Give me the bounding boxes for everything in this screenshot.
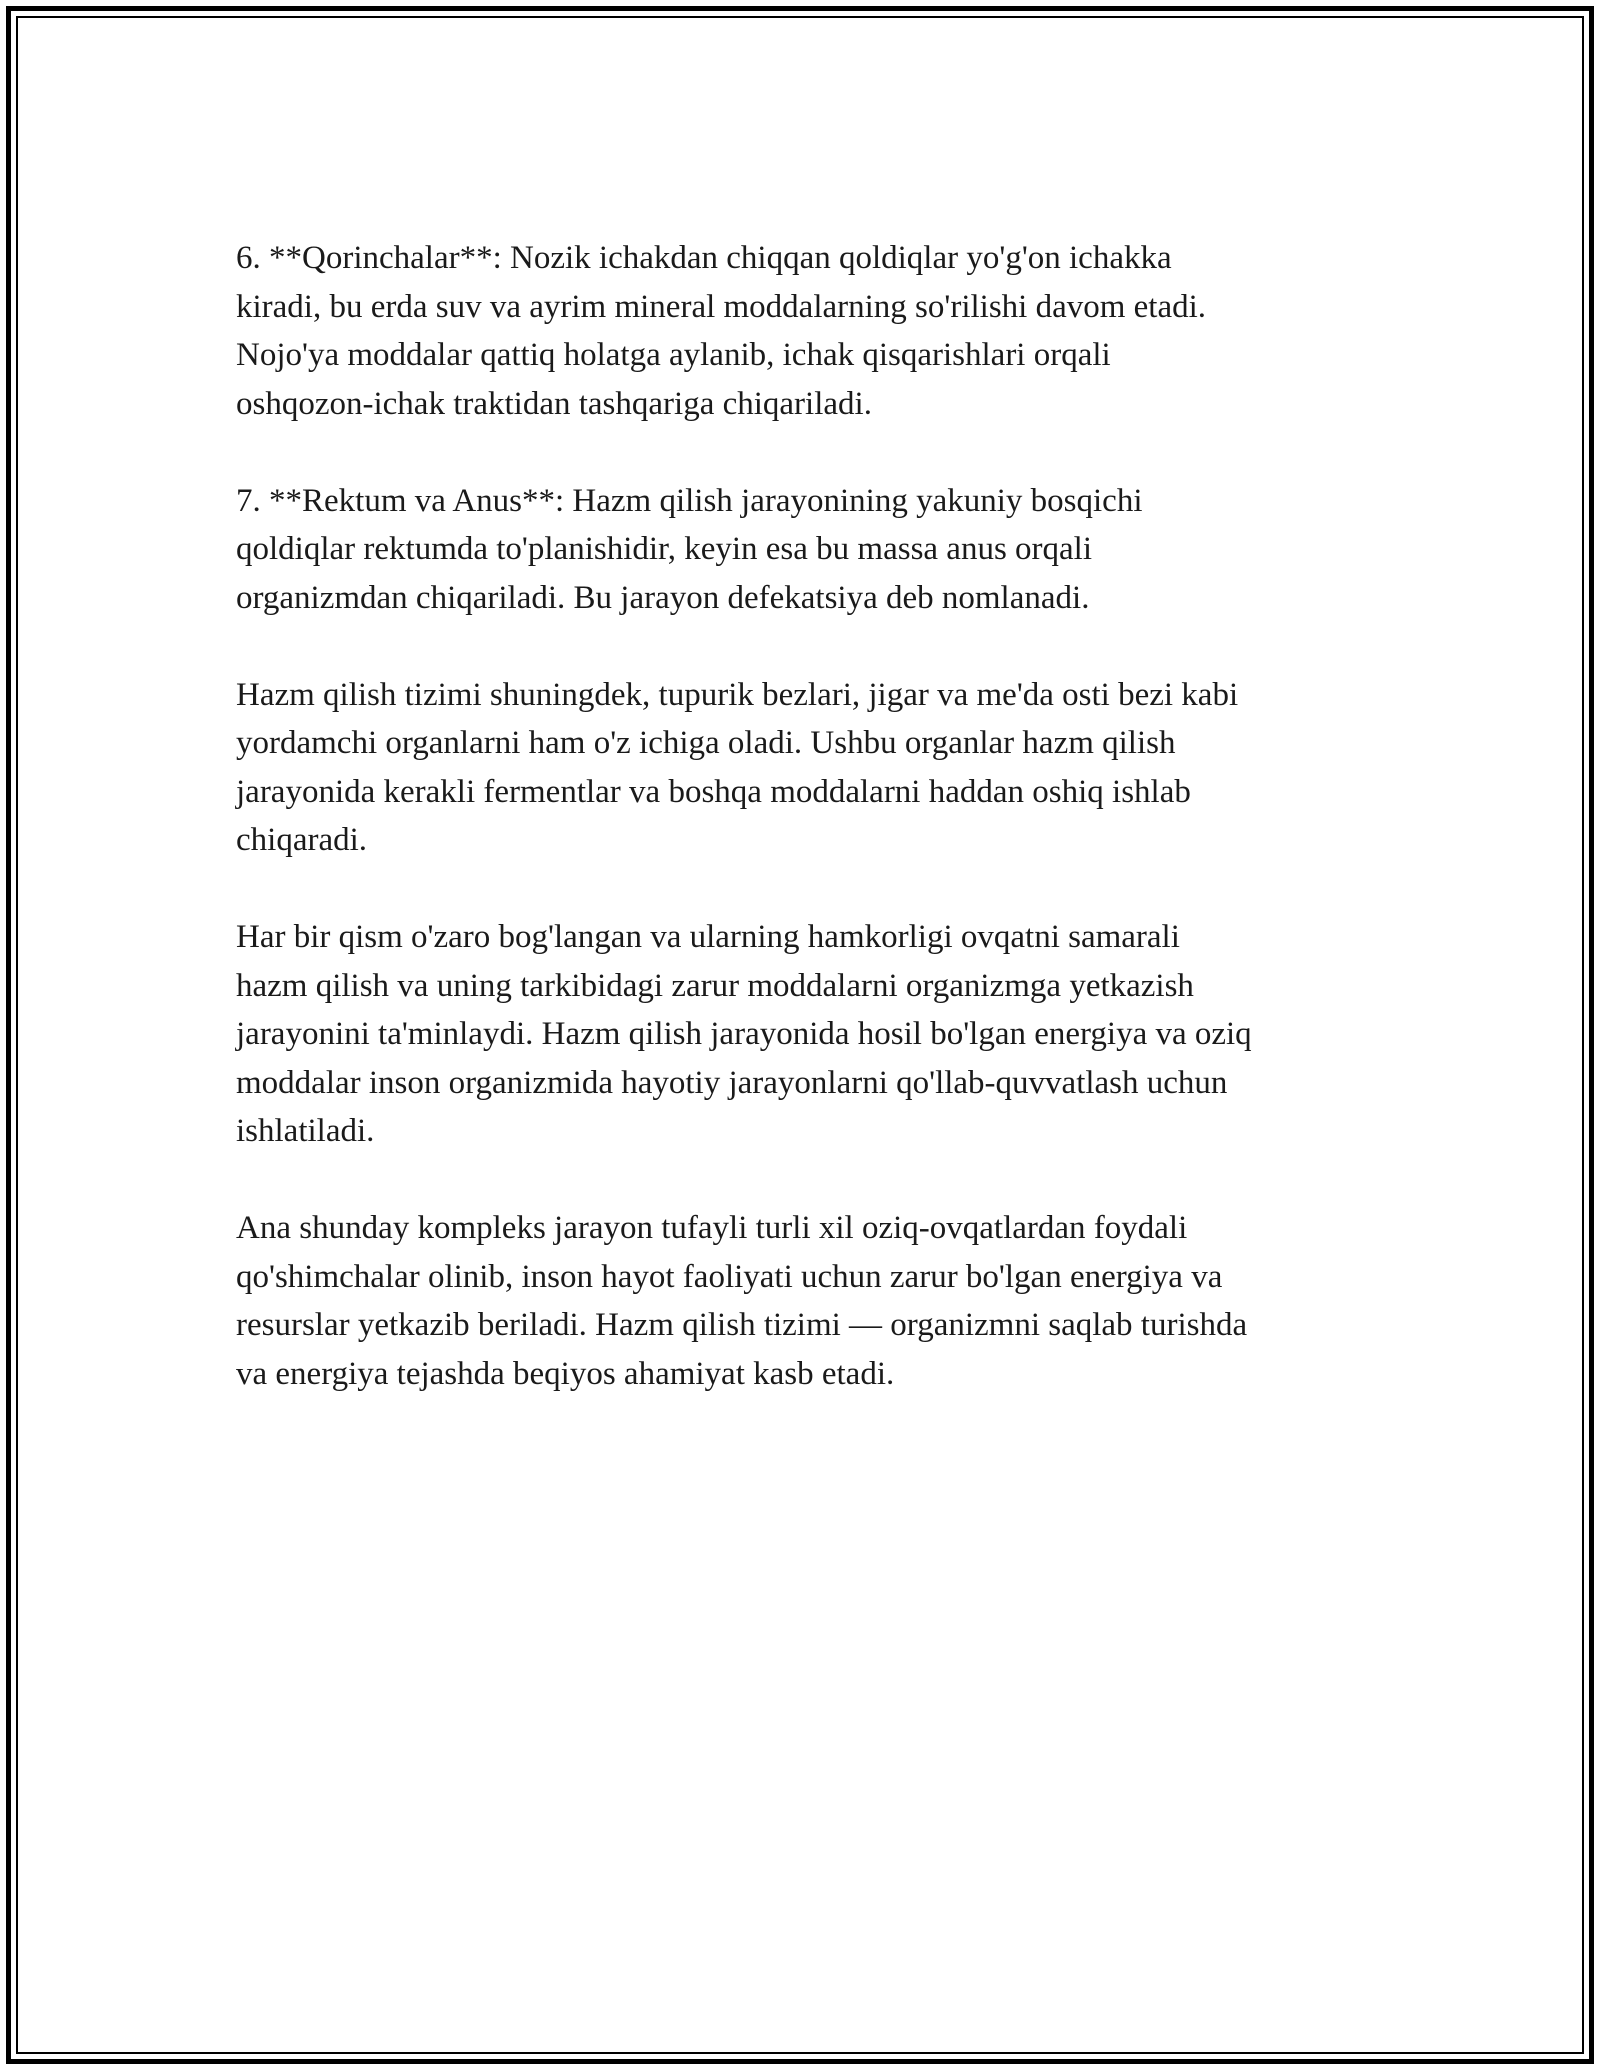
text-line: chiqaradi. xyxy=(236,822,368,858)
text-line: 6. **Qorinchalar**: Nozik ichakdan chiqqan qoldiqlar yo'g'on ichakka xyxy=(236,240,1172,276)
text-line: hazm qilish va uning tarkibidagi zarur moddalarni organizmga yetkazish xyxy=(236,967,1194,1004)
text-line: Hazm qilish tizimi shuningdek, tupurik bezlari, jigar va me'da osti bezi kabi xyxy=(236,676,1239,713)
text-line: jarayonini ta'minlaydi. Hazm qilish jarayonida hosil bo'lgan energiya va oziq xyxy=(236,1016,1252,1052)
text-line: organizmdan chiqariladi. Bu jarayon defekatsiya deb nomlanadi. xyxy=(236,579,1090,616)
paragraph-xulosa xyxy=(236,1204,1386,1398)
paragraph-qorinchalar xyxy=(236,234,1386,428)
text-line: Ana shunday kompleks jarayon tufayli turli xil oziq-ovqatlardan foydali xyxy=(236,1210,1188,1246)
text-line: jarayonida kerakli fermentlar va boshqa moddalarni haddan oshiq ishlab xyxy=(236,773,1191,810)
text-line: kiradi, bu erda suv va ayrim mineral moddalarning so'rilishi davom etadi. xyxy=(236,288,1207,325)
text-line: Har bir qism o'zaro bog'langan va ularning hamkorligi ovqatni samarali xyxy=(236,919,1180,955)
text-line: yordamchi organlarni ham o'z ichiga oladi. Ushbu organlar hazm qilish xyxy=(236,725,1176,761)
text-line: Nojo'ya moddalar qattiq holatga aylanib, ichak qisqarishlari orqali xyxy=(236,337,1111,373)
text-line: resurslar yetkazib beriladi. Hazm qilish tizimi — organizmni saqlab turishda xyxy=(236,1307,1248,1343)
text-line: va energiya tejashda beqiyos ahamiyat kasb etadi. xyxy=(236,1355,895,1392)
paragraph-rektum-va-anus xyxy=(236,477,1386,623)
text-line: 7. **Rektum va Anus**: Hazm qilish jarayonining yakuniy bosqichi xyxy=(236,482,1143,519)
paragraph-yordamchi-organlar xyxy=(236,671,1386,865)
text-line: moddalar inson organizmida hayotiy jarayonlarni qo'llab-quvvatlash uchun xyxy=(236,1064,1228,1101)
document-body xyxy=(236,234,1386,1398)
text-line: oshqozon-ichak traktidan tashqariga chiqariladi. xyxy=(236,385,872,422)
paragraph-hamkorlik xyxy=(236,913,1386,1156)
text-line: qo'shimchalar olinib, inson hayot faoliyati uchun zarur bo'lgan energiya va xyxy=(236,1258,1223,1295)
text-line: ishlatiladi. xyxy=(236,1113,375,1149)
text-line: qoldiqlar rektumda to'planishidir, keyin esa bu massa anus orqali xyxy=(236,531,1093,567)
